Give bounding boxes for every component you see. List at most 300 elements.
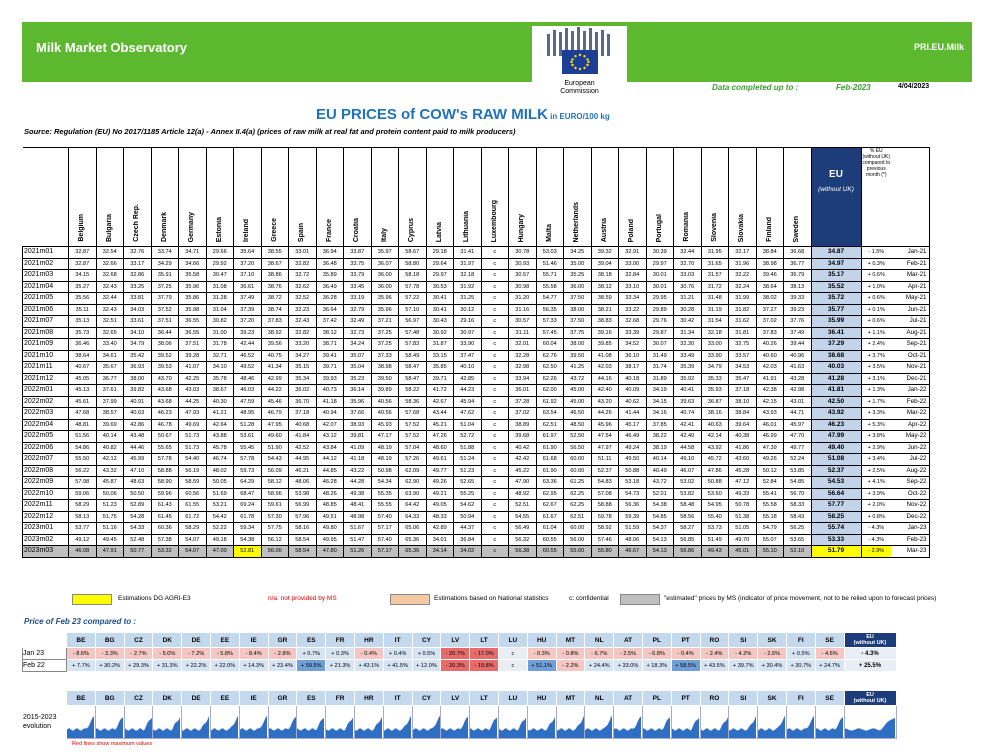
comparison-cell: - 4.6% (815, 648, 844, 660)
price-cell: 42.25 (179, 373, 207, 385)
period-label: 2022m08 (23, 465, 69, 477)
price-cell: 38.02 (756, 293, 784, 305)
comparison-cell: - 5.0% (153, 648, 182, 660)
price-cell: 34.25 (564, 247, 592, 259)
comparison-cell: - 0.8% (556, 648, 585, 660)
price-cell: 42.07 (316, 419, 344, 431)
price-cell: 31.72 (701, 281, 729, 293)
price-cell: 54.42 (206, 511, 234, 523)
price-cell: 57.33 (536, 316, 564, 328)
country-code: AT (614, 633, 643, 648)
price-cell: 38.92 (261, 327, 289, 339)
price-cell: 40.18 (619, 373, 647, 385)
country-header-label: Poland (628, 218, 636, 242)
evolution-header-row (23, 691, 897, 706)
price-cell: 36.84 (454, 534, 482, 546)
price-cell: 58.27 (674, 523, 702, 535)
comparison-cell: + 22.0% (210, 660, 239, 672)
price-cell: 54.33 (124, 523, 152, 535)
sparkline-area (729, 716, 756, 738)
price-cell: 33.17 (124, 258, 152, 270)
table-row (23, 523, 930, 535)
country-header (564, 148, 592, 247)
comparison-cell: - 0.3% (527, 648, 556, 660)
eu-header-sub: (without UK) (818, 186, 854, 193)
price-cell: 59.39 (619, 511, 647, 523)
table-row (23, 488, 930, 500)
price-cell: 58.29 (69, 500, 97, 512)
price-cell: 32.52 (289, 293, 317, 305)
price-cell: 53.21 (206, 500, 234, 512)
price-cell: 62.95 (536, 488, 564, 500)
price-cell: 35.34 (289, 373, 317, 385)
price-cell: 35.04 (344, 362, 372, 374)
completed-label: Data completed up to : (712, 83, 799, 92)
change-header: % EU (without UK) compared to previous month (*) (861, 148, 891, 247)
price-cell: 51.11 (591, 454, 619, 466)
price-cell: 30.07 (646, 339, 674, 351)
table-row (23, 247, 930, 259)
price-cell: 34.15 (69, 270, 97, 282)
price-cell: 37.50 (564, 293, 592, 305)
price-cell: 57.22 (399, 293, 427, 305)
evolution-sparkline (642, 706, 671, 739)
price-cell: 57.78 (234, 454, 262, 466)
table-row (23, 431, 930, 443)
price-cell: 31.34 (674, 327, 702, 339)
price-cell: c (481, 339, 509, 351)
price-cell: 39.64 (729, 419, 757, 431)
price-cell: 37.02 (756, 316, 784, 328)
country-header-label: Czech Rep. (133, 204, 141, 242)
price-cell: 61.67 (536, 511, 564, 523)
price-cell: 50.12 (756, 465, 784, 477)
price-cell: 55.58 (756, 500, 784, 512)
comparison-cell: + 14.3% (239, 660, 268, 672)
price-cell: 49.95 (316, 534, 344, 546)
price-cell: 42.85 (454, 373, 482, 385)
legend-swatch-dg (72, 594, 112, 605)
price-cell: 64.29 (234, 477, 262, 489)
price-cell: 37.27 (756, 304, 784, 316)
price-cell: 61.90 (536, 442, 564, 454)
eu-price-cell: 35.99 (811, 316, 861, 328)
price-cell: 33.81 (124, 293, 152, 305)
price-cell: 57.40 (371, 534, 399, 546)
table-row (23, 442, 930, 454)
legend-nat: Estimations based on National statistics (434, 595, 549, 602)
country-code: IE (239, 633, 268, 648)
price-cell: 61.43 (151, 500, 179, 512)
comparison-cell: + 0.7% (297, 648, 326, 660)
price-cell: 40.62 (619, 396, 647, 408)
price-cell: 50.05 (206, 477, 234, 489)
price-cell: 47.10 (124, 465, 152, 477)
evolution-sparkline (441, 706, 470, 739)
country-header-label: Slovakia (738, 213, 746, 242)
price-cell: 30.98 (509, 281, 537, 293)
country-header (481, 148, 509, 247)
price-cell: 40.49 (646, 465, 674, 477)
price-cell: 33.45 (344, 281, 372, 293)
price-cell: 53.32 (151, 546, 179, 558)
sparkline-chart (758, 708, 785, 738)
evolution-sparkline (671, 706, 700, 739)
price-cell: 58.16 (289, 523, 317, 535)
price-cell: 38.55 (261, 247, 289, 259)
price-cell: 47.62 (454, 408, 482, 420)
comparison-eu-cell: - 4.3% (844, 648, 896, 660)
month-label: Feb-22 (891, 396, 929, 408)
sparkline-area (672, 718, 699, 738)
price-cell: 51.46 (536, 258, 564, 270)
country-header (124, 148, 152, 247)
country-header (261, 148, 289, 247)
price-cell: 34.10 (206, 362, 234, 374)
price-cell: 31.41 (454, 247, 482, 259)
period-label: 2022m09 (23, 477, 69, 489)
price-cell: 30.53 (426, 281, 454, 293)
price-cell: 34.24 (344, 339, 372, 351)
price-cell: 44.46 (124, 442, 152, 454)
price-cell: 31.16 (509, 304, 537, 316)
price-cell: 65.36 (399, 546, 427, 558)
eu-code-sub: (without UK) (853, 698, 887, 704)
price-cell: 36.68 (784, 247, 812, 259)
price-cell: 46.74 (206, 454, 234, 466)
country-header (399, 148, 427, 247)
country-header-label: Estonia (215, 216, 223, 242)
price-cell: 59.34 (234, 523, 262, 535)
comparison-cell: - 0.4% (671, 648, 700, 660)
price-cell: 56.22 (69, 465, 97, 477)
price-cell: 37.25 (151, 281, 179, 293)
price-cell: 43.60 (729, 454, 757, 466)
period-label: 2021m05 (23, 293, 69, 305)
price-cell: 29.92 (206, 258, 234, 270)
price-cell: 37.50 (564, 316, 592, 328)
price-cell: 38.76 (261, 281, 289, 293)
price-cell: 61.97 (536, 431, 564, 443)
period-label: 2021m12 (23, 373, 69, 385)
price-cell: 31.62 (729, 316, 757, 328)
unit-label: in EURO/100 kg (547, 112, 610, 121)
price-cell: 31.82 (729, 304, 757, 316)
legend-conf: c: confidential (569, 595, 609, 602)
price-cell: 57.17 (371, 546, 399, 558)
price-cell: 52.84 (756, 477, 784, 489)
price-cell: 60.00 (564, 465, 592, 477)
country-header (646, 148, 674, 247)
evolution-sparkline (527, 706, 556, 739)
month-label: Mar-23 (891, 546, 929, 558)
price-cell: c (481, 477, 509, 489)
price-cell: 31.49 (646, 350, 674, 362)
country-code: ES (297, 691, 326, 706)
price-cell: 49.38 (344, 488, 372, 500)
comparison-cell: + 41.5% (383, 660, 412, 672)
price-cell: 58.59 (179, 477, 207, 489)
eu-code-sub: (without UK) (853, 640, 887, 646)
price-cell: 38.84 (756, 247, 784, 259)
price-cell: 43.70 (151, 373, 179, 385)
price-cell: 39.32 (591, 247, 619, 259)
country-header (784, 148, 812, 247)
country-code: SK (758, 633, 787, 648)
country-code: FR (326, 691, 355, 706)
price-cell: 39.16 (591, 327, 619, 339)
price-cell: 35.23 (344, 373, 372, 385)
site-code: PRI.EU.Milk (913, 42, 964, 52)
price-cell: 59.06 (69, 488, 97, 500)
price-cell: 37.85 (646, 419, 674, 431)
comparison-title: Price of Feb 23 compared to : (24, 617, 137, 626)
price-cell: 30.93 (509, 258, 537, 270)
country-header (234, 148, 262, 247)
month-label: Jan-21 (891, 247, 929, 259)
price-cell: 55.65 (151, 442, 179, 454)
price-cell: 38.72 (261, 293, 289, 305)
price-cell: 44.58 (674, 442, 702, 454)
price-cell: 37.20 (234, 258, 262, 270)
price-cell: 50.94 (454, 511, 482, 523)
table-row (23, 270, 930, 282)
period-label: 2022m03 (23, 408, 69, 420)
eu-code-label: EU (866, 634, 874, 640)
price-cell: 39.63 (674, 396, 702, 408)
price-cell: 36.77 (96, 373, 124, 385)
price-cell: 41.21 (206, 408, 234, 420)
price-cell: 47.68 (69, 408, 97, 420)
sparkline-area (701, 717, 728, 738)
price-cell: 47.86 (701, 465, 729, 477)
price-cell: 38.67 (206, 385, 234, 397)
price-cell: 31.57 (701, 270, 729, 282)
price-cell: 45.13 (69, 385, 97, 397)
price-cell: 40.91 (124, 396, 152, 408)
sparkline-area (211, 716, 238, 739)
price-cell: 35.93 (701, 385, 729, 397)
price-cell: 33.90 (454, 339, 482, 351)
price-cell: 40.68 (289, 419, 317, 431)
price-cell: 61.45 (151, 511, 179, 523)
price-cell: 51.69 (206, 488, 234, 500)
price-cell: 33.79 (344, 270, 372, 282)
price-cell: 42.86 (124, 419, 152, 431)
price-cell: 50.06 (96, 488, 124, 500)
eu-code (844, 691, 896, 706)
price-cell: c (481, 431, 509, 443)
price-cell: 39.89 (371, 385, 399, 397)
evolution-sparkline (210, 706, 239, 739)
eu-change-cell: + 0.6% (861, 293, 891, 305)
period-label: 2021m09 (23, 339, 69, 351)
price-cell: 49.21 (426, 488, 454, 500)
price-cell: 29.97 (646, 258, 674, 270)
price-cell: 49.77 (426, 465, 454, 477)
price-cell: 45.46 (261, 396, 289, 408)
evolution-sparkline (239, 706, 268, 739)
price-cell: 30.43 (426, 316, 454, 328)
price-cell: 57.52 (399, 431, 427, 443)
price-cell: 33.34 (619, 293, 647, 305)
price-cell: 53.65 (784, 534, 812, 546)
sparkline-area (413, 716, 440, 738)
price-cell: 32.68 (619, 316, 647, 328)
country-code: CY (412, 691, 441, 706)
price-cell: 59.61 (261, 500, 289, 512)
country-code: SK (758, 691, 787, 706)
price-cell: 55.50 (69, 454, 97, 466)
price-cell: 51.04 (454, 419, 482, 431)
comparison-cell: + 39.7% (729, 660, 758, 672)
price-cell: 55.40 (701, 511, 729, 523)
price-cell: 33.40 (96, 339, 124, 351)
price-cell: 35.58 (179, 270, 207, 282)
price-cell: 41.25 (564, 362, 592, 374)
price-cell: 37.02 (509, 408, 537, 420)
price-cell: 32.76 (124, 247, 152, 259)
price-cell: 35.39 (674, 362, 702, 374)
price-cell: 50.50 (124, 488, 152, 500)
country-code: SE (815, 633, 844, 648)
price-cell: 47.90 (509, 477, 537, 489)
price-cell: 42.52 (289, 442, 317, 454)
price-cell: 54.85 (784, 477, 812, 489)
country-header (729, 148, 757, 247)
eu-price-cell: 36.41 (811, 327, 861, 339)
country-code: DE (182, 691, 211, 706)
price-cell: 39.81 (344, 431, 372, 443)
price-cell: 35.91 (151, 270, 179, 282)
price-cell: 42.41 (674, 419, 702, 431)
price-cell: 63.54 (536, 408, 564, 420)
price-cell: 49.18 (206, 534, 234, 546)
country-code: LT (470, 691, 499, 706)
price-cell: 56.70 (784, 488, 812, 500)
eu-change-cell: + 3.1% (861, 373, 891, 385)
country-code: RO (700, 691, 729, 706)
price-cell: 39.04 (591, 258, 619, 270)
price-cell: c (481, 511, 509, 523)
country-header (426, 148, 454, 247)
price-cell: 49.51 (316, 511, 344, 523)
price-cell: 41.84 (289, 431, 317, 443)
price-cell: 38.21 (591, 304, 619, 316)
price-cell: 38.59 (591, 293, 619, 305)
price-cell: 58.33 (784, 500, 812, 512)
price-cell: 60.36 (151, 523, 179, 535)
comparison-row (23, 660, 897, 672)
country-code: EE (210, 633, 239, 648)
comparison-cell: - 3.3% (95, 648, 124, 660)
price-cell: 52.24 (784, 454, 812, 466)
price-cell: 56.50 (564, 442, 592, 454)
price-cell: 38.71 (316, 339, 344, 351)
price-cell: 45.21 (426, 419, 454, 431)
price-cell: 33.74 (151, 247, 179, 259)
country-code: BE (67, 691, 96, 706)
price-cell: 35.67 (96, 362, 124, 374)
price-cell: 34.61 (96, 350, 124, 362)
price-cell: 52.01 (646, 488, 674, 500)
price-cell: 47.17 (371, 431, 399, 443)
price-cell: 63.90 (399, 488, 427, 500)
price-cell: 32.28 (509, 350, 537, 362)
price-cell: 30.57 (509, 316, 537, 328)
price-cell: 38.18 (591, 270, 619, 282)
price-cell: 53.82 (674, 488, 702, 500)
price-cell: 51.49 (701, 534, 729, 546)
sparkline-chart (845, 708, 895, 738)
price-cell: 39.68 (509, 431, 537, 443)
price-cell: 57.38 (151, 534, 179, 546)
country-code: HU (527, 691, 556, 706)
country-header-label: Bulgaria (105, 213, 113, 242)
price-cell: 62.00 (536, 385, 564, 397)
price-cell: 29.64 (426, 258, 454, 270)
price-cell: 32.98 (509, 362, 537, 374)
price-cell: c (481, 500, 509, 512)
price-cell: 34.27 (289, 350, 317, 362)
price-cell: 43.92 (701, 442, 729, 454)
price-cell: 57.17 (371, 523, 399, 535)
price-cell: 35.96 (371, 293, 399, 305)
price-cell: 47.26 (426, 431, 454, 443)
evolution-sparkline (498, 706, 527, 739)
month-label: Dec-21 (891, 373, 929, 385)
price-cell: c (481, 442, 509, 454)
price-cell: 44.25 (179, 396, 207, 408)
price-cell: 30.57 (509, 270, 537, 282)
eu-header (811, 148, 861, 247)
price-cell: 31.28 (206, 293, 234, 305)
sparkline-chart (816, 708, 843, 738)
comparison-cell: + 0.3% (326, 648, 355, 660)
price-cell: 40.14 (96, 431, 124, 443)
price-cell: 49.26 (756, 454, 784, 466)
country-code: NL (585, 633, 614, 648)
price-cell: 49.61 (426, 454, 454, 466)
country-header (591, 148, 619, 247)
price-cell: 38.16 (701, 408, 729, 420)
country-header (344, 148, 372, 247)
comparison-cell: + 24.4% (585, 660, 614, 672)
price-cell: 45.01 (729, 546, 757, 558)
eu-change-cell: + 1.3% (861, 385, 891, 397)
price-cell: 39.56 (261, 339, 289, 351)
sparkline-area (355, 716, 382, 738)
price-cell: 36.55 (179, 327, 207, 339)
eu-price-cell: 34.97 (811, 258, 861, 270)
price-cell: 40.09 (619, 385, 647, 397)
price-cell: 49.69 (179, 419, 207, 431)
price-cell: 58.88 (591, 500, 619, 512)
observatory-title: Milk Market Observatory (36, 40, 188, 55)
eu-change-cell: + 0.6% (861, 270, 891, 282)
price-cell: 35.33 (701, 373, 729, 385)
country-code: NL (585, 691, 614, 706)
price-cell: 39.52 (151, 350, 179, 362)
sparkline-area (845, 718, 895, 738)
comparison-cell: - 8.6% (67, 648, 96, 660)
price-cell: 68.47 (234, 488, 262, 500)
period-label: 2021m01 (23, 247, 69, 259)
price-cell: 41.34 (261, 362, 289, 374)
price-cell: 51.75 (96, 511, 124, 523)
price-cell: 30.01 (646, 281, 674, 293)
country-code: FI (786, 691, 815, 706)
